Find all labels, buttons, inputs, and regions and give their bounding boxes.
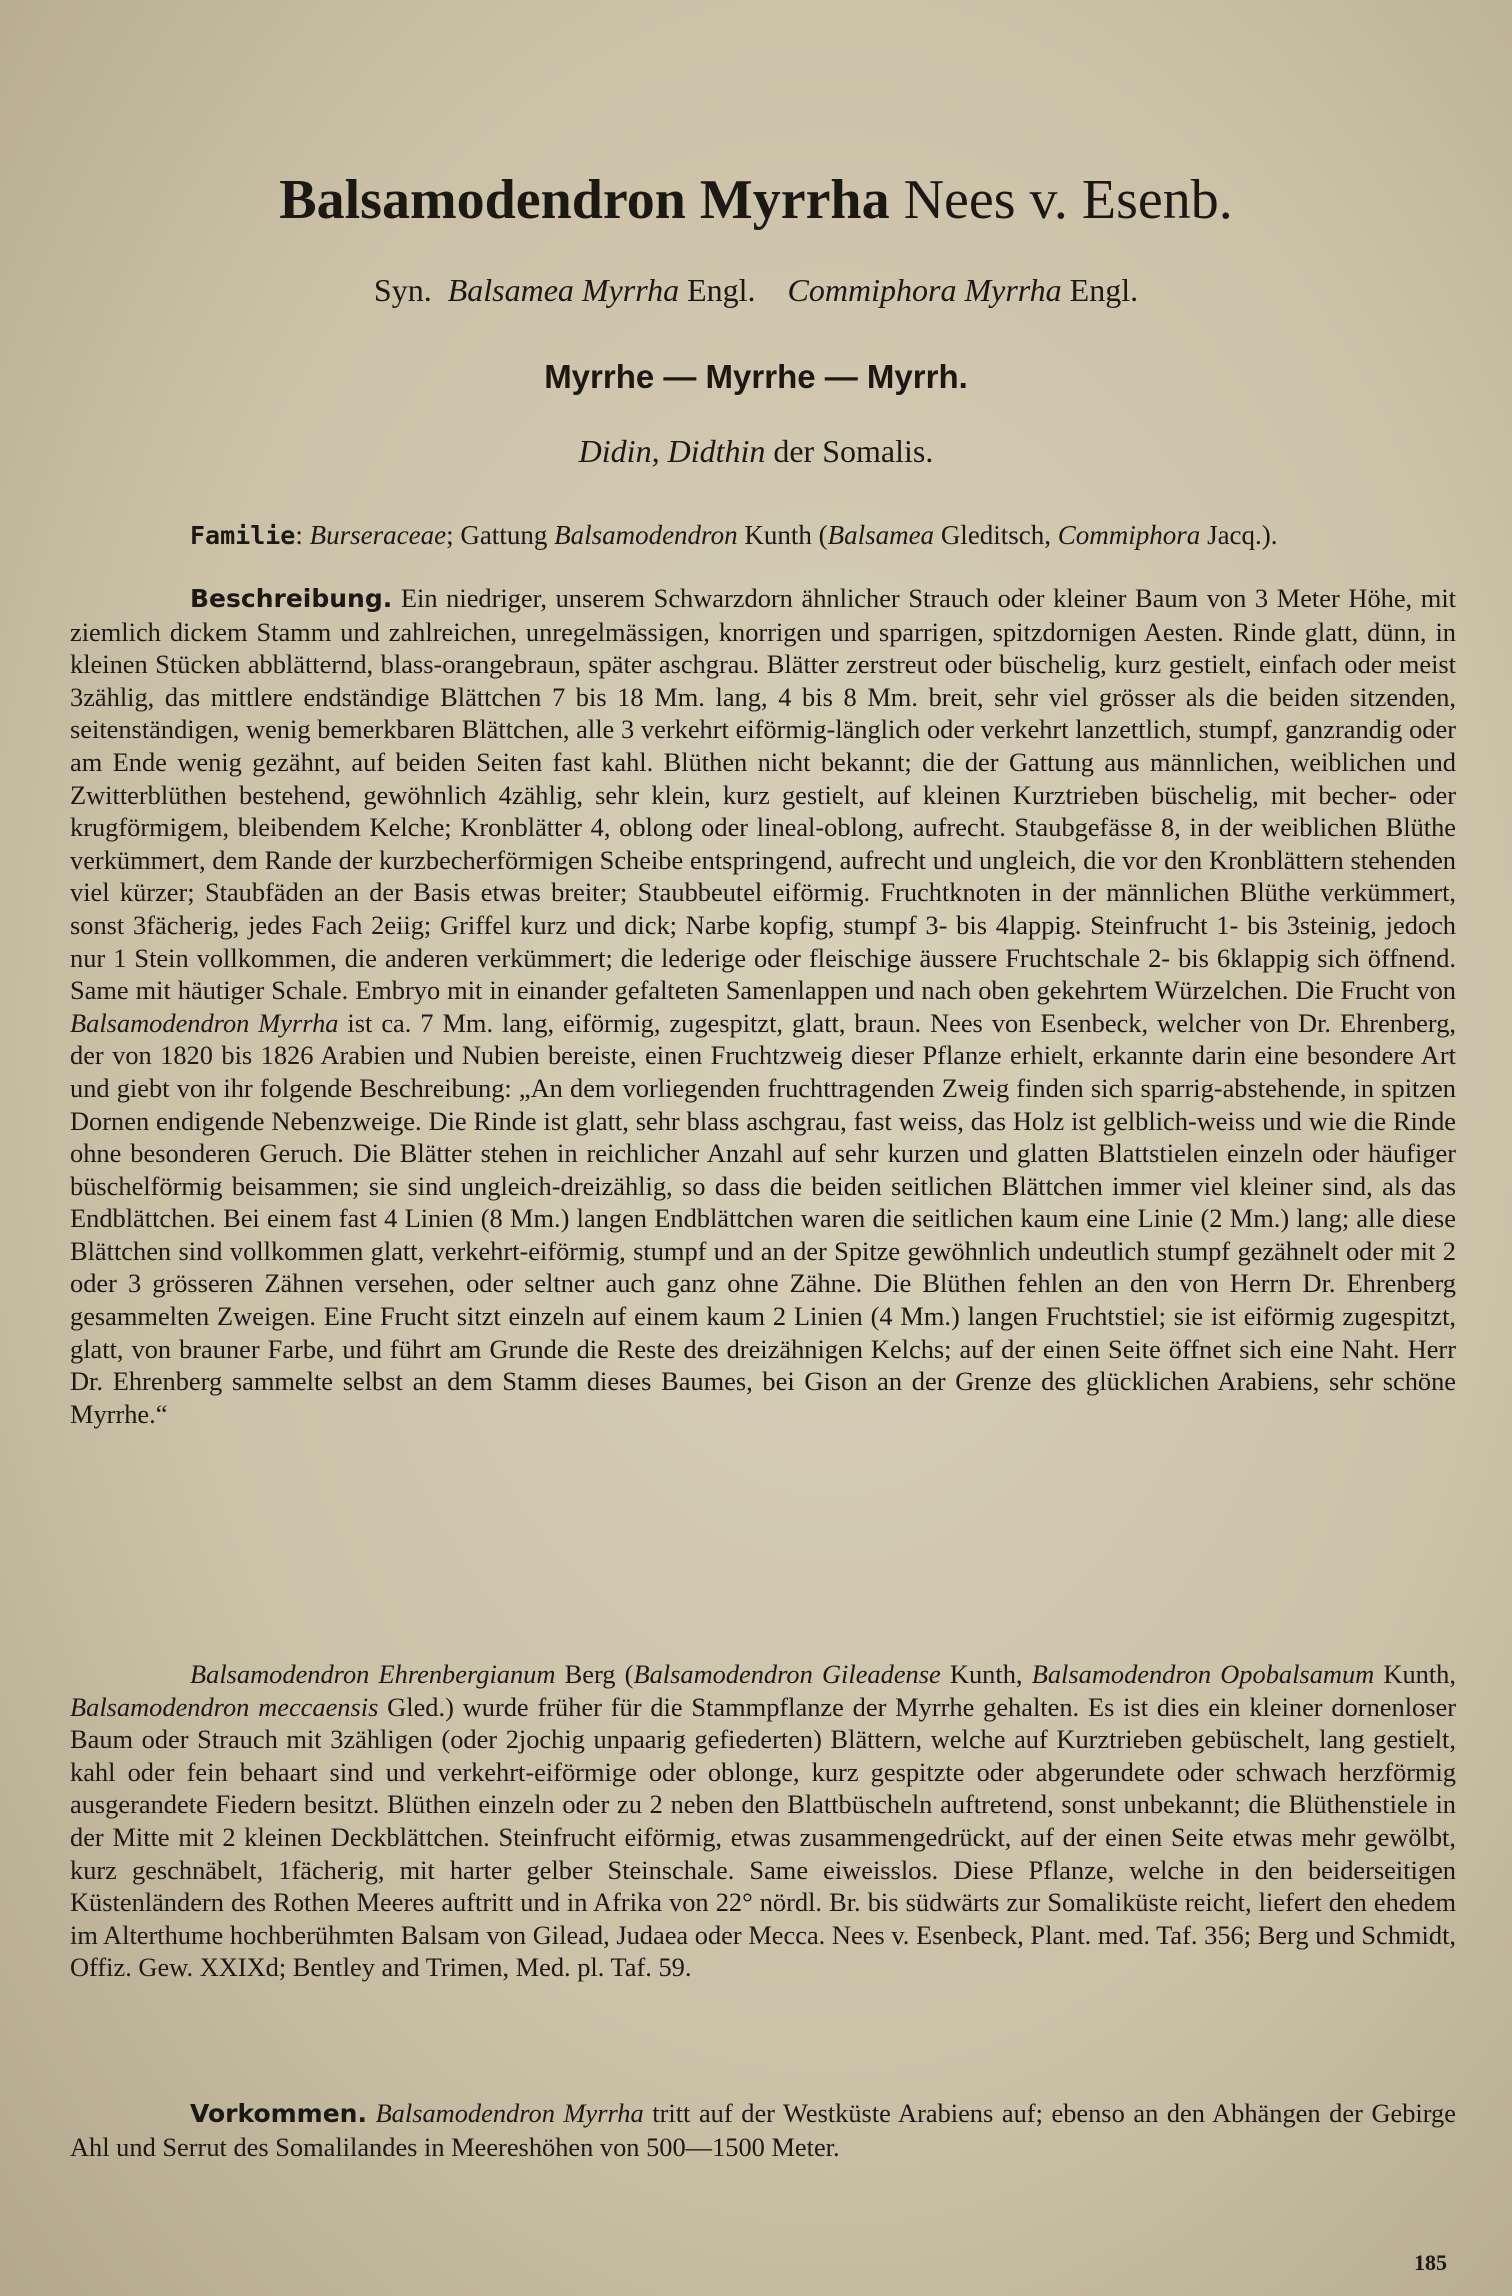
family-name: Burseraceae xyxy=(309,520,447,550)
beschreibung-text-a: Ein niedriger, unserem Schwarzdorn ähnlicher Strauch oder kleiner Baum von 3 Meter Höhe, mit ziemlich dickem Stamm und zahlreichen, unregelmässigen, knorrigen und sparrigen, spitzdornigen Aesten. Rinde glatt, dünn, in kleinen Stücken abblätternd, blass-orangebraun, später aschgrau. Blätter zerstreut oder büschelig, kurz gestielt, einfach oder meist 3zählig, das mittlere endständige Blättchen 7 bis 18 Mm. lang, 4 bis 8 Mm. breit, sehr viel grösser als die beiden sitzenden, seitenständigen, wenig bemerkbaren Blättchen, alle 3 verkehrt eiförmig-länglich oder verkehrt lanzettlich, stumpf, ganzrandig oder am Ende wenig gezähnt, auf beiden Seiten fast kahl. Blüthen nicht bekannt; die der Gattung aus männlichen, weiblichen und Zwitterblüthen bestehend, gewöhnlich 4zählig, sehr klein, kurz gestielt, auf kleinen Kurztrieben büschelig, mit becher- oder krugförmigem, bleibendem Kelche; Kronblätter 4, oblong oder lineal-oblong, aufrecht. Staubgefässe 8, in der weiblichen Blüthe verkümmert, dem Rande der kurzbecherförmigen Scheibe entspringend, aufrecht und ungleich, die vor den Kronblättern stehenden viel kürzer; Staubfäden an der Basis etwas breiter; Staubbeutel eiförmig. Fruchtknoten in der männlichen Blüthe verkümmert, sonst 3fächerig, jedes Fach 2eiig; Griffel kurz und dick; Narbe kopfig, stumpf 3- bis 4lappig. Steinfrucht 1- bis 3steinig, jedoch nur 1 Stein vollkommen, die anderen verkümmert; die lederige oder fleischige äussere Fruchtschale 2- bis 6klappig sich öffnend. Same mit häutiger Schale. Embryo mit in einander gefalteten Samenlappen und nach oben gekehrtem Würzelchen. Die Frucht von xyxy=(70,583,1456,1006)
genus-name: Balsamodendron xyxy=(554,520,738,550)
beschreibung-label: Beschreibung. xyxy=(190,584,393,613)
syn-name-2: Commiphora Myrrha xyxy=(787,272,1062,308)
page-number: 185 xyxy=(1414,2250,1447,2275)
somali-names: Didin, Didthin xyxy=(578,433,766,469)
syn-prefix: Syn. xyxy=(373,272,432,308)
syn-name-1: Balsamea Myrrha xyxy=(447,272,680,308)
title-author: Nees v. Esenb. xyxy=(903,169,1233,231)
p2-text-3: Kunth, xyxy=(1374,1659,1456,1689)
vorkommen-label: Vorkommen. xyxy=(190,2099,367,2128)
familie-colon: : xyxy=(295,520,310,550)
p2-text-4: Gled.) wurde früher für die Stammpflanze der Myrrhe gehalten. Es ist dies ein kleiner dornenloser Baum oder Strauch mit 3zähligen (oder 2jochig unpaarig gefiederten) Blättern, welche auf Kurztrieben gebüschelt, lang gestielt, kahl oder fein behaart sind und verkehrt-eiförmige oder oblonge, kurz gespitzte oder abgerundete oder schwach herzförmig ausgerandete Fiedern besitzt. Blüthen einzeln oder zu 2 neben den Blattbüscheln auftretend, sonst unbekannt; die Blüthenstiele in der Mitte mit 2 kleinen Deckblättchen. Steinfrucht eiförmig, etwas zusammengedrückt, auf der einen Seite etwas mehr gewölbt, kurz geschnäbelt, 1fächerig, mit harter gelber Steinschale. Same eiweisslos. Diese Pflanze, welche in den beiderseitigen Küstenländern des Rothen Meeres auftritt und in Afrika von 22° nördl. Br. bis südwärts zur Somaliküste reicht, liefert den ehedem im Alterthume hochberühmten Balsam von Gilead, Judaea oder Mecca. Nees v. Esenbeck, Plant. med. Taf. 356; Berg und Schmidt, Offiz. Gew. XXIXd; Bentley and Trimen, Med. pl. Taf. 59. xyxy=(70,1691,1457,1983)
common-names: Myrrhe — Myrrhe — Myrrh. xyxy=(544,358,968,395)
beschreibung-paragraph xyxy=(70,582,1456,1430)
alt-genus-2-author: Jacq.). xyxy=(1200,520,1278,550)
vorkommen-species: Balsamodendron Myrrha xyxy=(375,2098,644,2128)
p2-text-1: Berg ( xyxy=(555,1659,634,1689)
species-meccaensis: Balsamodendron meccaensis xyxy=(70,1691,379,1722)
title-genus: Balsamodendron Myrrha xyxy=(279,169,890,231)
p2-text-2: Kunth, xyxy=(940,1659,1032,1689)
page-title xyxy=(0,168,1512,232)
vorkommen-text: tritt auf der Westküste Arabiens auf; ebenso an den Abhängen der Gebirge Ahl und Serrut des Somalilandes in Meereshöhen von 500—1500 Meter. xyxy=(70,2098,1456,2162)
gattung-prefix: ; Gattung xyxy=(446,520,555,550)
somali-names-line xyxy=(0,433,1512,470)
syn-author-2: Engl. xyxy=(1069,272,1139,308)
alt-genus-1: Balsamea xyxy=(827,520,935,550)
species-opobalsamum: Balsamodendron Opobalsamum xyxy=(1031,1659,1375,1689)
genus-author: Kunth ( xyxy=(737,520,828,550)
alt-genus-2: Commiphora xyxy=(1057,520,1201,550)
beschreibung-text-b: ist ca. 7 Mm. lang, eiförmig, zugespitzt, glatt, braun. Nees von Esenbeck, welcher von Dr. Ehrenberg, der von 1820 bis 1826 Arabien und Nubien bereiste, einen Fruchtzweig dieser Pflanze erhielt, erkannte darin eine besondere Art und giebt von ihr folgende Beschreibung: „An dem vorliegenden fruchttragenden Zweig finden sich sparrig-abstehende, in spitzen Dornen endigende Nebenzweige. Die Rinde ist glatt, sehr blass aschgrau, fast weiss, das Holz ist gelblich-weiss und wie die Rinde ohne besonderen Geruch. Die Blätter stehen in reichlicher Anzahl auf sehr kurzen und glatten Blattstielen einzeln oder häufiger büschelförmig beisammen; sie sind ungleich-dreizählig, so dass die beiden seitlichen Blättchen immer viel kleiner sind, als das Endblättchen. Bei einem fast 4 Linien (8 Mm.) langen Endblättchen waren die seitlichen kaum eine Linie (2 Mm.) lang; alle diese Blättchen sind vollkommen glatt, verkehrt-eiförmig, stumpf und an der Spitze gewöhnlich undeutlich stumpf gezähnelt oder mit 2 oder 3 grösseren Zähnen versehen, oder seltner auch ganz ohne Zähne. Die Blüthen fehlen an den von Herrn Dr. Ehrenberg gesammelten Zweigen. Eine Frucht sitzt einzeln auf einem kaum 2 Linien (4 Mm.) langen Fruchtstiel; sie ist eiförmig zugespitzt, glatt, von brauner Farbe, und führt am Grunde die Reste des dreizähnigen Kelchs; auf der einen Seite öffnet sich eine Naht. Herr Dr. Ehrenberg sammelte selbst an dem Stamm dieses Baumes, bei Gison an der Grenze des glücklichen Arabiens, sehr schöne Myrrhe.“ xyxy=(70,1007,1456,1429)
beschreibung-species: Balsamodendron Myrrha xyxy=(70,1007,339,1038)
ehrenbergianum-paragraph xyxy=(70,1658,1456,1984)
synonyms-line xyxy=(0,272,1512,309)
vorkommen-paragraph xyxy=(70,2097,1456,2163)
familie-label: Familie xyxy=(190,521,296,550)
family-line xyxy=(190,520,1278,551)
species-gileadense: Balsamodendron Gileadense xyxy=(633,1659,941,1689)
syn-author-1: Engl. xyxy=(687,272,756,308)
species-ehrenbergianum: Balsamodendron Ehrenbergianum xyxy=(190,1659,556,1689)
somali-suffix: der Somalis. xyxy=(773,433,934,469)
alt-genus-1-author: Gleditsch, xyxy=(934,520,1058,550)
